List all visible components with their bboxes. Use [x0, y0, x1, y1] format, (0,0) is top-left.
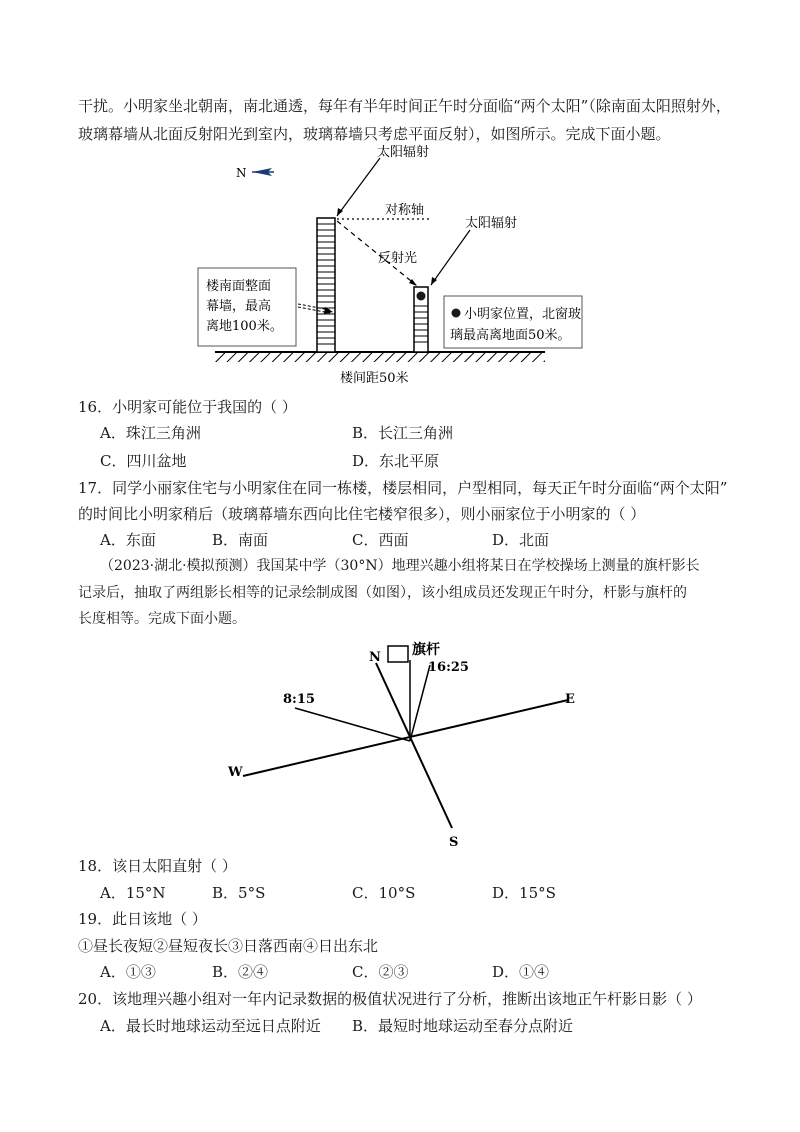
q16-option-c[interactable]: C．四川盆地	[100, 452, 187, 470]
reflected-light-label: 反射光	[378, 251, 418, 266]
wall-callout-text-2: 幕墙，最高	[206, 299, 272, 314]
east-direction-label: E	[565, 692, 575, 707]
intro-line-2: 玻璃幕墙从北面反射阳光到室内，玻璃幕墙只考虑平面反射），如图所示。完成下面小题。	[78, 125, 671, 143]
home-callout-text-2: 璃最高离地面50米。	[450, 328, 571, 343]
west-east-line	[243, 700, 568, 776]
q20-stem: 20．该地理兴趣小组对一年内记录数据的极值状况进行了分析，推断出该地正午杆影日影（ ）	[78, 990, 702, 1008]
flagpole-shadow-diagram	[0, 630, 800, 860]
north-south-line	[376, 663, 452, 828]
q17-option-c[interactable]: C．西面	[352, 531, 409, 549]
sun-radiation-left-label: 太阳辐射	[377, 145, 430, 160]
shadow-line-16-25	[410, 665, 430, 741]
q16-option-a[interactable]: A．珠江三角洲	[100, 424, 201, 442]
q16-stem: 16．小明家可能位于我国的（ ）	[78, 398, 297, 416]
q16-option-b[interactable]: B．长江三角洲	[352, 424, 454, 442]
shadow-line-8-15	[295, 708, 410, 741]
time-label-8-15: 8:15	[283, 692, 315, 707]
q18-option-c[interactable]: C．10°S	[352, 884, 416, 902]
symmetry-axis-label: 对称轴	[385, 203, 425, 218]
q19-option-b[interactable]: B．②④	[212, 963, 269, 981]
q17-option-a[interactable]: A．东面	[100, 531, 156, 549]
flagpole-box-icon	[388, 646, 408, 662]
q19-stem: 19．此日该地（ ）	[78, 910, 207, 928]
home-callout-text-1: 小明家位置，北窗玻	[464, 307, 582, 322]
q18-option-d[interactable]: D．15°S	[492, 884, 556, 902]
home-position-dot	[417, 292, 426, 301]
sun-ray-left	[337, 158, 380, 216]
wall-callout-text-3: 离地100米。	[206, 319, 283, 334]
q20-option-b[interactable]: B．最短时地球运动至春分点附近	[352, 1017, 574, 1035]
north-label: N	[236, 166, 247, 180]
q17-option-d[interactable]: D．北面	[492, 531, 550, 549]
q19-option-a[interactable]: A．①③	[100, 963, 156, 981]
small-residential-building	[414, 287, 428, 352]
intro2-line-2: 记录后，抽取了两组影长相等的记录绘制成图（如图），该小组成员还发现正午时分，杆影与旗杆的	[78, 585, 687, 601]
wall-callout-text-1: 楼南面整面	[206, 279, 272, 294]
q20-option-a[interactable]: A．最长时地球运动至远日点附近	[100, 1017, 321, 1035]
q19-choices: ①昼长夜短②昼短夜长③日落西南④日出东北	[78, 937, 379, 955]
q17-option-b[interactable]: B．南面	[212, 531, 269, 549]
q17-stem-1: 17．同学小丽家住宅与小明家住在同一栋楼，楼层相同，户型相同，每天正午时分面临“两个太阳”	[78, 479, 728, 497]
q18-option-a[interactable]: A．15°N	[100, 884, 166, 902]
intro2-line-3: 长度相等。完成下面小题。	[78, 611, 246, 627]
q19-option-d[interactable]: D．①④	[492, 963, 550, 981]
ground-hatch	[215, 352, 545, 362]
q18-option-b[interactable]: B．5°S	[212, 884, 266, 902]
sun-radiation-right-label: 太阳辐射	[465, 216, 518, 231]
flagpole-label: 旗杆	[412, 642, 440, 658]
west-direction-label: W	[228, 765, 243, 780]
building-reflection-diagram	[0, 140, 800, 390]
q18-stem: 18．该日太阳直射（ ）	[78, 857, 237, 875]
ground-distance-label: 楼间距50米	[340, 371, 409, 386]
north-arrow-icon	[252, 168, 274, 176]
sun-ray-right	[431, 230, 470, 285]
time-label-16-25: 16:25	[428, 660, 469, 675]
intro-line-1: 干扰。小明家坐北朝南，南北通透，每年有半年时间正午时分面临“两个太阳”（除南面太阳照射外，	[78, 97, 731, 115]
south-direction-label: S	[449, 835, 459, 850]
q19-option-c[interactable]: C．②③	[352, 963, 409, 981]
intro2-line-1: （2023·湖北·模拟预测）我国某中学（30°N）地理兴趣小组将某日在学校操场上测量的旗杆影长	[100, 558, 700, 574]
q17-stem-2: 的时间比小明家稍后（玻璃幕墙东西向比住宅楼窄很多），则小丽家位于小明家的（ ）	[78, 505, 646, 523]
north-direction-label: N	[369, 650, 381, 665]
tall-glass-building	[317, 218, 335, 352]
q16-option-d[interactable]: D．东北平原	[352, 452, 440, 470]
